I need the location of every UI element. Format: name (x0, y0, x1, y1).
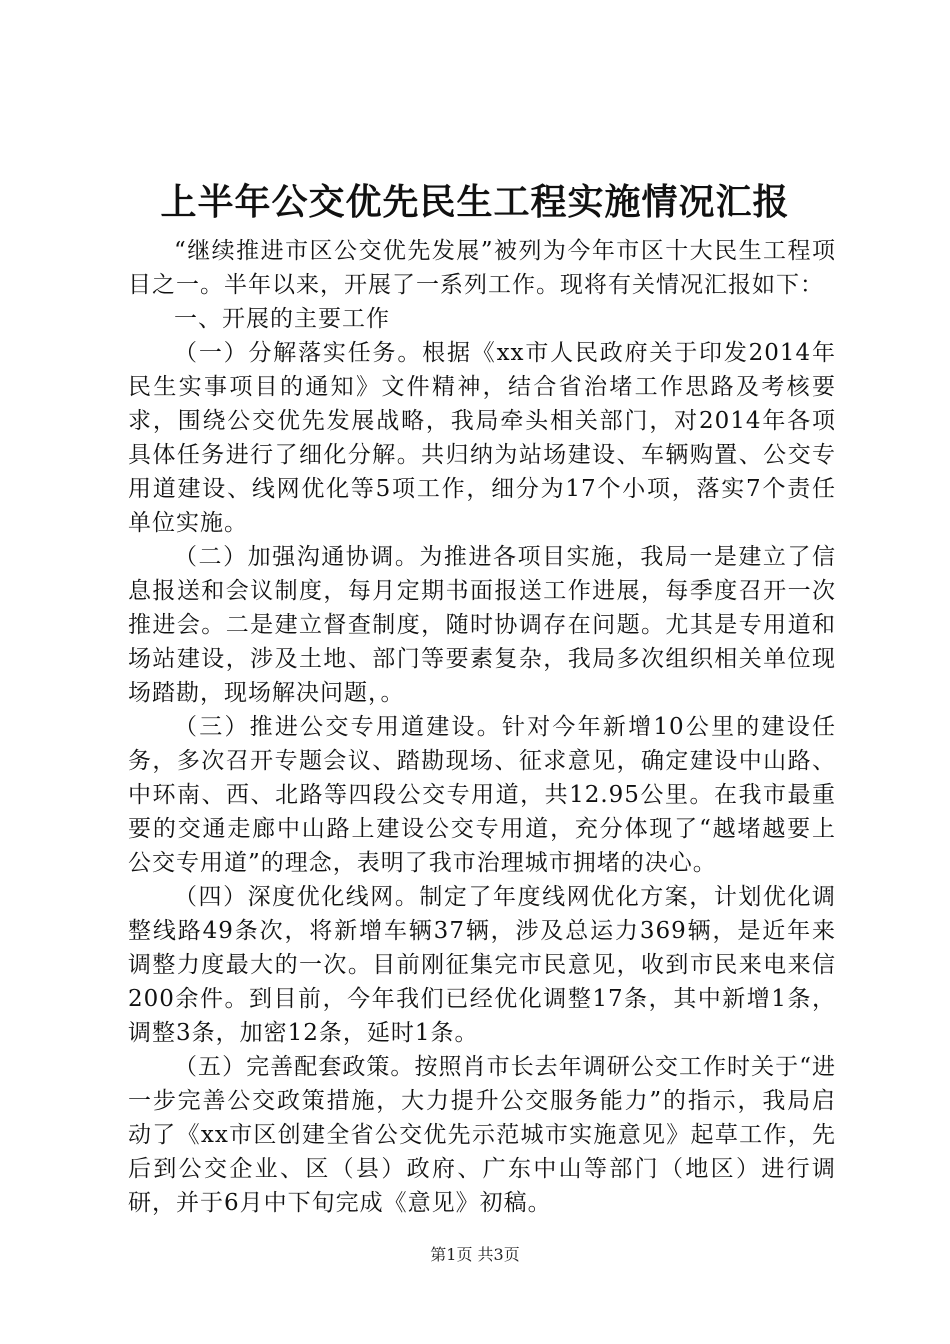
section-heading: 一、开展的主要工作 (174, 306, 390, 332)
intro-paragraph: “继续推进市区公交优先发展”被列为今年市区十大民生工程项目之一。半年以来，开展了一系列工作。现将有关情况汇报如下： (128, 238, 836, 298)
paragraph-policy: （五）完善配套政策。按照肖市长去年调研公交工作时关于“进一步完善公交政策措施，大力提升公交服务能力”的指示，我局启动了《xx市区创建全省公交优先示范城市实施意见》起草工作，先后到公交企业、区（县）政府、广东中山等部门（地区）进行调研，并于6月中下旬完成《意见》初稿。 (128, 1054, 836, 1216)
paragraph-bus-lanes: （三）推进公交专用道建设。针对今年新增10公里的建设任务，多次召开专题会议、踏勘现场、征求意见，确定建设中山路、中环南、西、北路等四段公交专用道，共12.95公里。在我市最重要的交通走廊中山路上建设公交专用道，充分体现了“越堵越要上公交专用道”的理念，表明了我市治理城市拥堵的决心。 (128, 714, 836, 876)
paragraph-coordination: （二）加强沟通协调。为推进各项目实施，我局一是建立了信息报送和会议制度，每月定期书面报送工作进展，每季度召开一次推进会。二是建立督查制度，随时协调存在问题。尤其是专用道和场站建设，涉及土地、部门等要素复杂，我局多次组织相关单位现场踏勘，现场解决问题，。 (128, 544, 836, 706)
page-number-footer: 第1页 共3页 (430, 1245, 520, 1264)
paragraph-network-optimization: （四）深度优化线网。制定了年度线网优化方案，计划优化调整线路49条次，将新增车辆37辆，涉及总运力369辆，是近年来调整力度最大的一次。目前刚征集完市民意见，收到市民来电来信200余件。到目前，今年我们已经优化调整17条，其中新增1条，调整3条，加密12条，延时1条。 (128, 884, 836, 1046)
document-body (128, 234, 836, 1220)
paragraph-task-breakdown: （一）分解落实任务。根据《xx市人民政府关于印发2014年民生实事项目的通知》文件精神，结合省治堵工作思路及考核要求，围绕公交优先发展战略，我局牵头相关部门，对2014年各项具体任务进行了细化分解。共归纳为站场建设、车辆购置、公交专用道建设、线网优化等5项工作，细分为17个小项，落实7个责任单位实施。 (128, 340, 836, 536)
document-title: 上半年公交优先民生工程实施情况汇报 (160, 181, 790, 223)
